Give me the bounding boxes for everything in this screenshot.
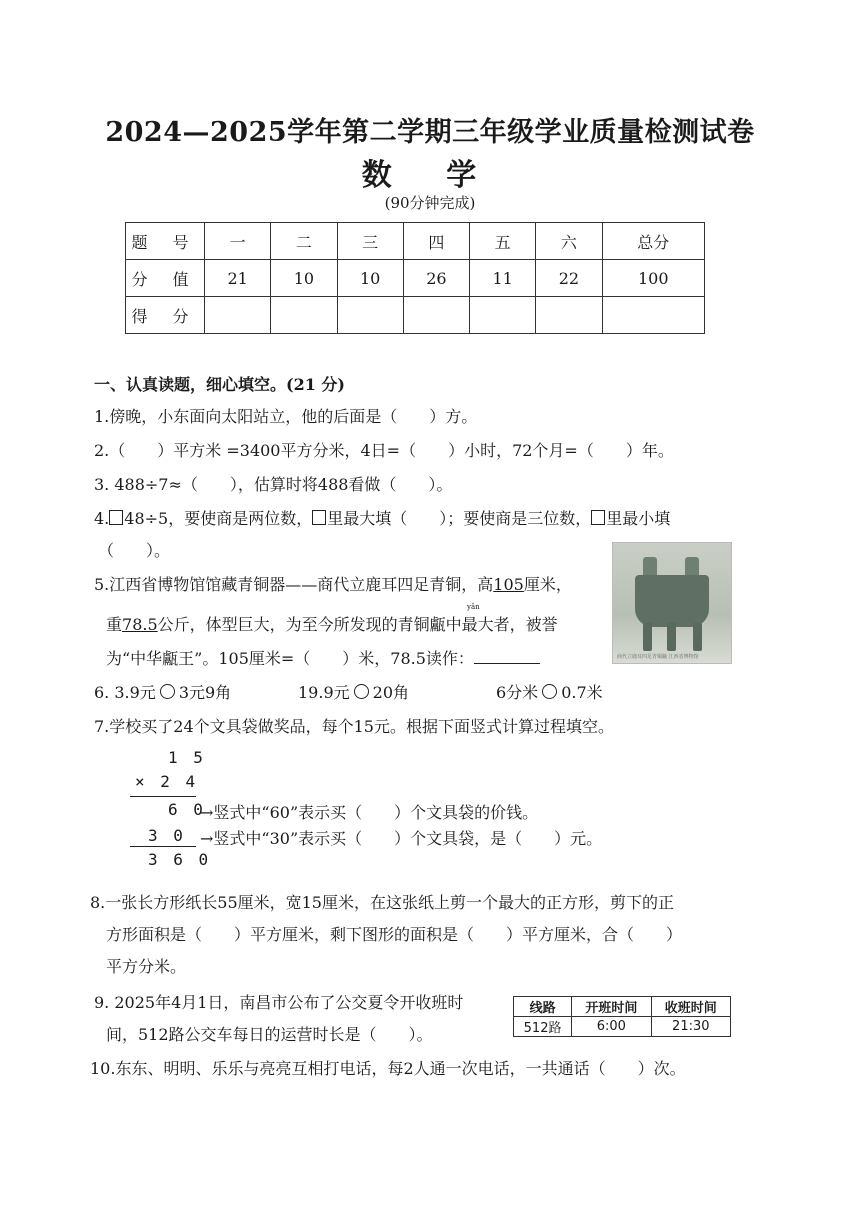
table-header: 收班时间 [651,997,730,1017]
question-8-line3: 平方分米。 [106,957,187,976]
score-table [125,222,705,334]
question-5-text: 5.江西省博物馆馆藏青铜器——商代立鹿耳四足青铜，高 [94,575,494,594]
question-4 [94,506,670,529]
question-5-line1 [94,572,572,595]
question-7-note-2: →竖式中“30”表示买（ ）个文具袋，是（ ）元。 [200,829,603,848]
score-blank-cell[interactable] [470,297,536,334]
table-header: 线路 [514,997,572,1017]
score-blank-cell[interactable] [602,297,705,334]
question-5-text: 公斤，体型巨大，为至今所发现的青铜甗中最大者，被誉 [157,615,558,634]
question-4-text-c: 里最小填 [606,509,671,528]
compare-circle-icon[interactable] [160,684,175,699]
calc-multiplicand: 1 5 [168,748,206,767]
question-4-text-a: 48÷5，要使商是两位数， [124,509,313,528]
question-8-line2: 方形面积是（ ）平方厘米，剩下图形的面积是（ ）平方厘米，合（ ） [106,925,683,944]
row-label: 得 分 [126,297,205,334]
table-cell: 21:30 [651,1017,730,1037]
photo-caption: 商代立鹿耳四足青铜甗 江西省博物馆 [617,654,699,660]
row-label: 题 号 [126,223,205,260]
vessel-leg [643,623,652,651]
table-row [514,997,731,1017]
calc-product: 3 6 0 [148,850,212,869]
question-1: 1.傍晚，小东面向太阳站立，他的后面是（ ）方。 [94,407,478,426]
digit-box-icon [312,510,326,525]
question-5-unit: 厘米， [523,575,572,594]
compare-right: 3元9角 [178,683,232,702]
compare-left: 19.9元 [298,683,350,702]
vessel-leg [693,623,702,651]
bus-schedule-table [513,996,731,1037]
score-table-row [126,260,705,297]
question-7: 7.学校买了24个文具袋做奖品，每个15元。根据下面竖式计算过程填空。 [94,717,614,736]
question-10: 10.东东、明明、乐乐与亮亮互相打电话，每2人通一次电话，一共通话（ ）次。 [90,1059,686,1078]
bronze-vessel-photo [612,542,732,664]
score-table-row [126,297,705,334]
vessel-body [635,575,709,627]
column-header: 二 [271,223,337,260]
height-value: 105 [493,575,524,594]
pinyin-annotation: yǎn [467,603,480,611]
weight-value: 78.5 [122,615,158,634]
table-cell: 512路 [514,1017,572,1037]
section-heading: 一、认真读题，细心填空。(21 分) [94,375,345,394]
table-cell: 6:00 [572,1017,651,1037]
compare-circle-icon[interactable] [542,684,557,699]
exam-title: 2024—2025学年第二学期三年级学业质量检测试卷 [105,117,755,148]
question-5-line3 [106,646,540,669]
score-value: 22 [536,260,602,297]
question-6-b [298,680,409,703]
subject-title: 数 学 [361,158,499,193]
score-value: 11 [470,260,536,297]
digit-box-icon [109,510,123,525]
compare-right: 20角 [372,683,410,702]
column-header: 四 [403,223,469,260]
score-value: 26 [403,260,469,297]
column-header: 总分 [602,223,705,260]
question-3: 3. 488÷7≈（ ），估算时将488看做（ ）。 [94,475,453,494]
score-value: 100 [602,260,705,297]
vessel-leg [667,623,676,651]
column-header: 三 [337,223,403,260]
score-blank-cell[interactable] [403,297,469,334]
compare-left: 6分米 [496,683,539,702]
question-9-line2: 间，512路公交车每日的运营时长是（ ）。 [106,1025,433,1044]
question-5-text: 重 [106,615,123,634]
score-value: 10 [337,260,403,297]
calc-partial-2: 3 0 [148,826,186,845]
compare-circle-icon[interactable] [354,684,369,699]
table-row [514,1017,731,1037]
time-note: (90分钟完成) [384,194,476,212]
calc-partial-1: 6 0 [168,800,206,819]
compare-right: 0.7米 [561,683,603,702]
question-4-line2: （ ）。 [98,541,171,560]
question-8-line1: 8.一张长方形纸长55厘米，宽15厘米，在这张纸上剪一个最大的正方形，剪下的正 [90,893,674,912]
score-blank-cell[interactable] [205,297,271,334]
calc-multiplier: × 2 4 [135,772,199,791]
compare-left: 6. 3.9元 [94,683,156,702]
question-2: 2.（ ）平方米 =3400平方分米，4日=（ ）小时，72个月=（ ）年。 [94,441,674,460]
score-value: 21 [205,260,271,297]
question-number: 4. [94,509,110,528]
answer-underline[interactable] [474,649,540,664]
question-5-text: 为“中华甗王”。105厘米=（ ）米，78.5读作： [106,649,474,668]
score-blank-cell[interactable] [536,297,602,334]
question-7-note-1: →竖式中“60”表示买（ ）个文具袋的价钱。 [200,803,539,822]
column-header: 六 [536,223,602,260]
score-table-row [126,223,705,260]
column-header: 一 [205,223,271,260]
score-blank-cell[interactable] [271,297,337,334]
calc-line [130,846,196,847]
score-value: 10 [271,260,337,297]
question-6-c [496,680,603,703]
row-label: 分 值 [126,260,205,297]
calc-line [130,796,196,797]
question-9-line1: 9. 2025年4月1日，南昌市公布了公交夏令开收班时 [94,993,464,1012]
digit-box-icon [591,510,605,525]
score-blank-cell[interactable] [337,297,403,334]
table-header: 开班时间 [572,997,651,1017]
question-6 [94,680,231,703]
question-4-text-b: 里最大填（ ）；要使商是三位数， [327,509,592,528]
column-header: 五 [470,223,536,260]
question-5-line2 [106,612,558,635]
